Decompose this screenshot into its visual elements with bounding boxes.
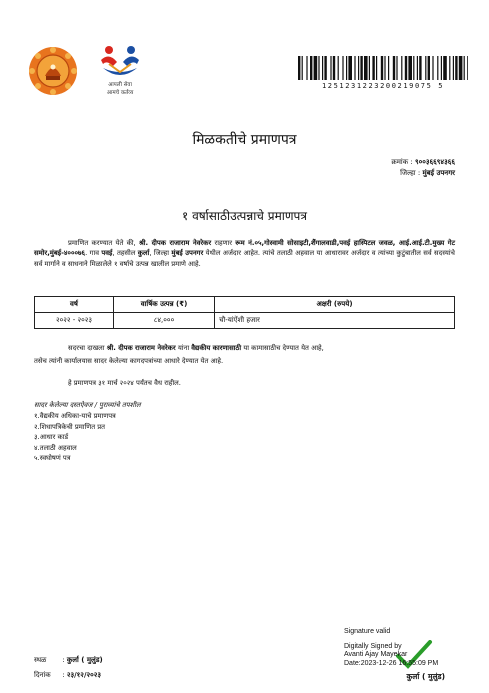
village: पवई bbox=[101, 249, 113, 258]
barcode-bar bbox=[342, 56, 343, 80]
list-item: २.शिधापत्रिकेची प्रमाणित प्रत bbox=[34, 422, 105, 431]
barcode-bar bbox=[302, 56, 303, 80]
header-year: वर्ष bbox=[35, 297, 114, 313]
tehsil: कुर्ला bbox=[137, 249, 150, 258]
para1-residing: राहणार bbox=[214, 239, 233, 247]
barcode-bar bbox=[453, 56, 454, 80]
barcode-bar bbox=[405, 56, 407, 80]
place-colon: : bbox=[62, 656, 65, 664]
para2-intro: सदरचा दाखला bbox=[68, 344, 105, 352]
table-row bbox=[35, 313, 455, 329]
barcode bbox=[298, 56, 468, 80]
barcode-bar bbox=[338, 56, 339, 80]
barcode-bar bbox=[330, 56, 331, 80]
para1-village-label: . गाव bbox=[85, 249, 100, 258]
barcode-bar bbox=[425, 56, 426, 80]
barcode-number: 1251231223200219075 5 bbox=[321, 82, 445, 90]
barcode-bar bbox=[455, 56, 457, 80]
cell-in-words: चौ-यांऐंशी हजार bbox=[215, 313, 455, 329]
date-label: दिनांक bbox=[34, 671, 51, 679]
list-item: ३.आधार कार्ड bbox=[34, 433, 69, 441]
district: मुंबई उपनगर bbox=[171, 249, 204, 258]
place-line bbox=[34, 656, 103, 665]
barcode-bar bbox=[298, 56, 300, 80]
barcode-bar bbox=[360, 56, 362, 80]
list-item: ४.तलाठी अहवाल bbox=[34, 443, 77, 452]
barcode-bar bbox=[376, 56, 377, 80]
service-caption-line1: आपली सेवा bbox=[108, 82, 132, 88]
barcode-bar bbox=[464, 56, 465, 80]
barcode-bar bbox=[314, 56, 318, 80]
applicant-name-2: श्री. दीपक राजाराम नेवरेकर bbox=[106, 344, 176, 352]
barcode-bar bbox=[384, 56, 385, 80]
digital-signature-block bbox=[344, 628, 438, 668]
table-header-row bbox=[35, 297, 455, 313]
header-income: वार्षिक उत्पन्न (₹) bbox=[114, 297, 215, 313]
serial-value: ९००३६६९४३६६ bbox=[414, 158, 455, 166]
signature-valid: Signature valid bbox=[344, 628, 391, 635]
signature-place: कुर्ला ( मुलुंड) bbox=[406, 672, 445, 681]
serial-label: क्रमांक : bbox=[391, 158, 413, 166]
district-line bbox=[400, 169, 455, 178]
certificate-title: मिळकतीचे प्रमाणपत्र bbox=[192, 132, 297, 148]
barcode-bar bbox=[388, 56, 389, 80]
barcode-bar bbox=[354, 56, 355, 80]
signer-name: Avanti Ajay Mayekar bbox=[344, 651, 408, 659]
applicant-name: श्री. दीपक राजाराम नेवरेकर bbox=[138, 239, 212, 247]
barcode-bar bbox=[437, 56, 438, 80]
cell-year: २०२२ - २०२३ bbox=[35, 313, 114, 329]
place-value: कुर्ला ( मुलुंड) bbox=[66, 656, 103, 664]
list-item: १.वैद्यकीय अधिका-याचे प्रमाणपत्र bbox=[34, 412, 116, 420]
para1-rest: येथील अर्जदार आहेत. त्यांचे तलाठी अहवाल या आधारावर अर्जदार व त्यांच्या कुटुंबातील सर्व सदस्यांचे सर्व मार्गाने व साधनाने मिळालेले १ वर्षाचे उत्पन्न खालील प्रमाणे आहे. bbox=[34, 249, 455, 268]
barcode-bar bbox=[396, 56, 397, 80]
documents-heading: सादर केलेल्या दस्तऐवज / पुराव्यांचे तपशील bbox=[34, 401, 141, 409]
purpose-paragraph bbox=[34, 343, 455, 353]
barcode-bar bbox=[369, 56, 370, 80]
applicant-address: रूम नं.०५,गोस्वामी सोसाइटी,शैंगालवाडी,पवई हास्पिटल जवळ, आई.आई.टी.मुख्य गेट समोर,मुंबई-४०००७६ bbox=[34, 239, 455, 258]
barcode-bar bbox=[372, 56, 374, 80]
maharashtra-seal-logo bbox=[28, 46, 78, 96]
para1-tehsil-label: , तहसील bbox=[112, 249, 136, 258]
serial-number bbox=[391, 158, 455, 167]
barcode-bar bbox=[408, 56, 412, 80]
barcode-bar bbox=[324, 56, 326, 80]
barcode-bar bbox=[428, 56, 430, 80]
barcode-bar bbox=[467, 56, 468, 80]
barcode-bar bbox=[443, 56, 447, 80]
date-line bbox=[34, 671, 101, 680]
barcode-bar bbox=[419, 56, 421, 80]
barcode-bar bbox=[432, 56, 433, 80]
header-in-words: अक्षरी (रुपये) bbox=[215, 297, 455, 313]
barcode-bar bbox=[318, 56, 319, 80]
aapli-seva-logo bbox=[95, 42, 145, 102]
barcode-bar bbox=[346, 56, 347, 80]
district-value: मुंबई उपनगर bbox=[422, 169, 455, 177]
para2-rest: या कामासाठीच देण्यात येत आहे, bbox=[243, 344, 324, 352]
signature-date: Date:2023-12-26 16:55:09 PM bbox=[344, 659, 439, 667]
para2-to: यांना bbox=[177, 344, 190, 352]
barcode-bar bbox=[441, 56, 442, 80]
list-item: ५.स्वघोषणं पत्र bbox=[34, 454, 71, 462]
purpose-paragraph-line2: तसेच त्यांनी कार्यालयास सादर केलेल्या कागदपत्रांच्या आधारे देण्यात येत आहे. bbox=[34, 357, 224, 365]
barcode-bar bbox=[364, 56, 368, 80]
barcode-bar bbox=[449, 56, 450, 80]
purpose: वैद्यकीय कारणासाठी bbox=[191, 344, 242, 352]
barcode-bar bbox=[348, 56, 352, 80]
barcode-bar bbox=[417, 56, 418, 80]
barcode-bar bbox=[306, 56, 307, 80]
barcode-bar bbox=[333, 56, 335, 80]
cell-income: ८४,००० bbox=[114, 313, 215, 329]
barcode-bar bbox=[322, 56, 323, 80]
barcode-bar bbox=[381, 56, 383, 80]
documents-list bbox=[34, 411, 116, 464]
date-colon: : bbox=[62, 671, 65, 679]
barcode-bar bbox=[310, 56, 312, 80]
validity-statement: हे प्रमाणपत्र ३१ मार्च २०२४ पर्यंतच वैध राहील. bbox=[68, 379, 181, 387]
barcode-bar bbox=[393, 56, 395, 80]
certificate-subtitle: १ वर्षासाठीउत्पन्नाचे प्रमाणपत्र bbox=[182, 209, 307, 223]
place-label: स्थळ bbox=[34, 656, 47, 664]
barcode-bar bbox=[413, 56, 414, 80]
para1-intro: प्रमाणित करण्यात येते की, bbox=[68, 239, 136, 247]
district-label: जिल्हा : bbox=[400, 169, 421, 177]
income-table bbox=[34, 296, 455, 329]
date-value: २३/१२/२०२३ bbox=[66, 671, 102, 679]
para1-district-label: , जिल्हा bbox=[149, 249, 170, 258]
barcode-bar bbox=[358, 56, 359, 80]
signed-by-label: Digitally Signed by bbox=[344, 642, 402, 650]
barcode-bar bbox=[401, 56, 402, 80]
service-caption-line2: आमचे कर्तव्य bbox=[106, 90, 134, 96]
barcode-bar bbox=[459, 56, 463, 80]
certification-paragraph bbox=[34, 238, 455, 269]
